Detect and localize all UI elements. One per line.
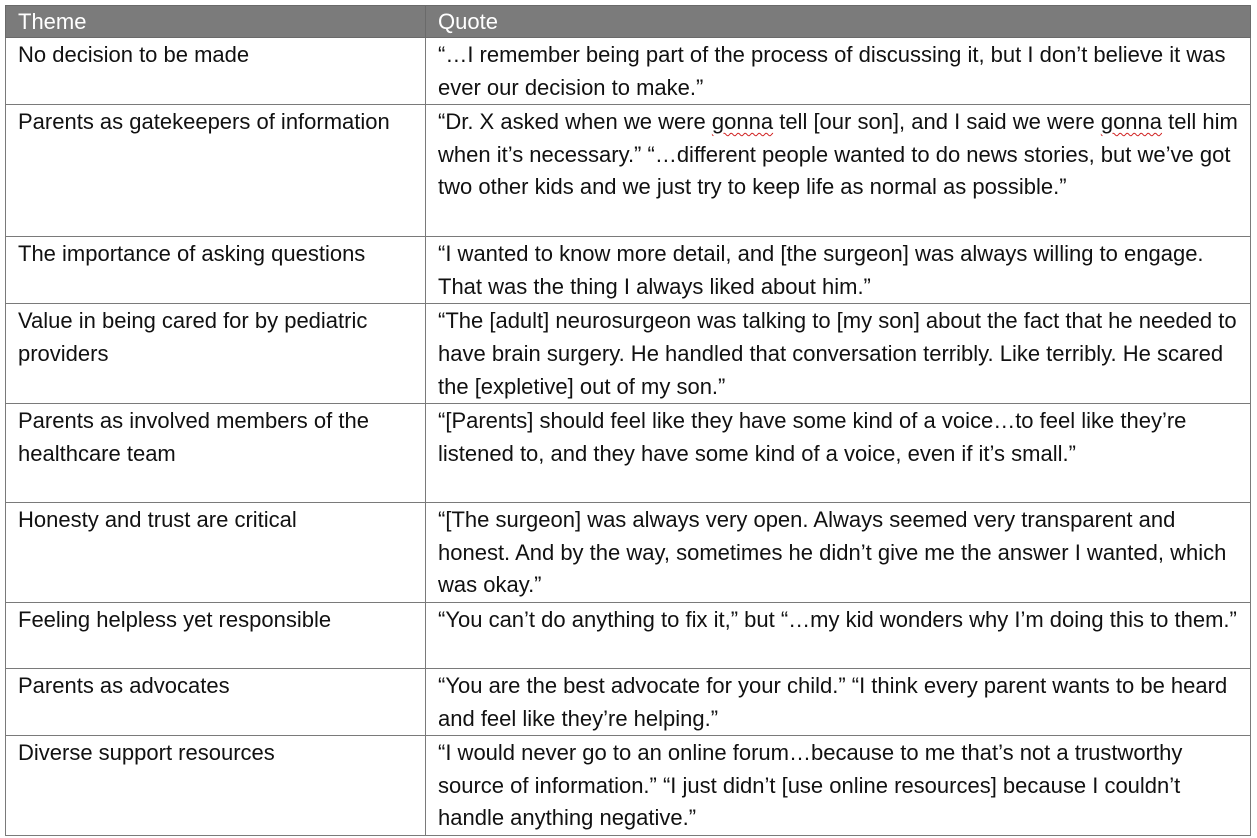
quote-cell: [426, 105, 1251, 237]
header-quote: Quote: [426, 6, 1251, 38]
theme-cell: Honesty and trust are critical: [6, 503, 426, 603]
quote-text: “[Parents] should feel like they have some kind of a voice…to feel like they’re listened to, and they have some kind of a voice, even if it’s small.”: [438, 408, 1187, 466]
quote-text: “Dr. X asked when we were: [438, 109, 712, 135]
themes-quotes-table: [5, 5, 1251, 836]
table-row: [6, 38, 1251, 105]
table-row: [6, 736, 1251, 836]
table-header: [6, 6, 1251, 38]
theme-cell: Parents as gatekeepers of information: [6, 105, 426, 237]
quote-cell: [426, 668, 1251, 735]
table-row: [6, 237, 1251, 304]
theme-cell: No decision to be made: [6, 38, 426, 105]
table-row: [6, 304, 1251, 404]
quote-text: “I would never go to an online forum…because to me that’s not a trustworthy source of information.” “I just didn’t [use online resources] because I couldn’t handle anything negative.”: [438, 740, 1183, 831]
theme-cell: Parents as advocates: [6, 668, 426, 735]
table-row: [6, 404, 1251, 503]
quote-text: “You are the best advocate for your child.” “I think every parent wants to be heard and feel like they’re helping.”: [438, 672, 1228, 731]
theme-cell: Value in being cared for by pediatric providers: [6, 304, 426, 404]
quote-text: “[The surgeon] was always very open. Always seemed very transparent and honest. And by the way, sometimes he didn’t give me the answer I wanted, which was okay.”: [438, 507, 1227, 598]
theme-cell: Parents as involved members of the healthcare team: [6, 404, 426, 503]
quote-cell: [426, 602, 1251, 668]
theme-cell: Feeling helpless yet responsible: [6, 602, 426, 668]
quote-text: “I wanted to know more detail, and [the surgeon] was always willing to engage. That was the thing I always liked about him.”: [438, 241, 1204, 299]
table-row: [6, 602, 1251, 668]
theme-cell: The importance of asking questions: [6, 237, 426, 304]
quote-text: tell [our son], and I said we were: [773, 109, 1101, 135]
quote-text: “The [adult] neurosurgeon was talking to [my son] about the fact that he needed to have brain surgery. He handled that conversation terribly. Like terribly. He scared the [expletive] out of my son.”: [438, 308, 1237, 399]
spellcheck-flagged-word: gonna: [711, 109, 774, 135]
spellcheck-flagged-word: gonna: [1100, 109, 1163, 135]
quote-text: “…I remember being part of the process of discussing it, but I don’t believe it was ever our decision to make.”: [438, 42, 1226, 100]
table-row: [6, 105, 1251, 237]
quote-cell: [426, 736, 1251, 836]
quote-text: tell him when it’s necessary.” “…different people wanted to do news stories, but we’ve got two other kids and we just try to keep life as normal as possible.”: [438, 109, 1238, 200]
header-row: [6, 6, 1251, 38]
quote-cell: [426, 38, 1251, 105]
quote-text: “You can’t do anything to fix it,” but “…my kid wonders why I’m doing this to them.”: [438, 606, 1237, 632]
quote-cell: [426, 237, 1251, 304]
quote-cell: [426, 404, 1251, 503]
table-row: [6, 503, 1251, 603]
table-body: [6, 38, 1251, 836]
quote-cell: [426, 503, 1251, 603]
quote-cell: [426, 304, 1251, 404]
theme-cell: Diverse support resources: [6, 736, 426, 836]
table-row: [6, 668, 1251, 735]
header-theme: Theme: [6, 6, 426, 38]
